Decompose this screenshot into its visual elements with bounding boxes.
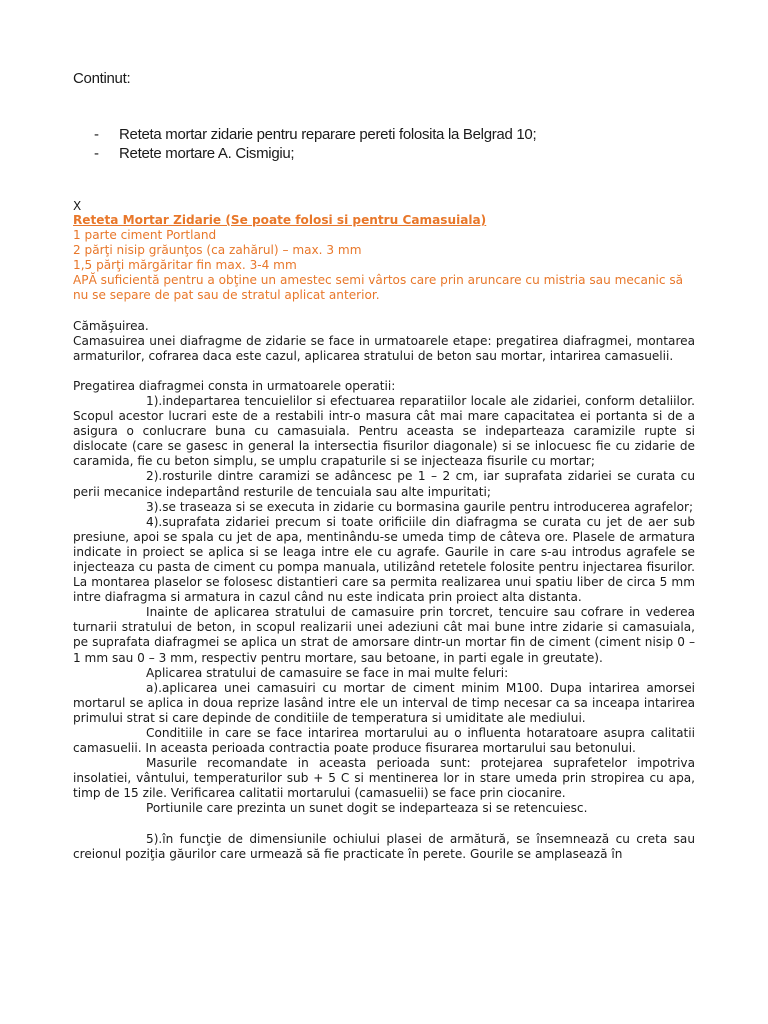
recipe-line: 2 părţi nisip grăunţos (ca zahărul) – max. 3 mm: [73, 243, 362, 258]
paragraph: 1).indepartarea tencuielilor si efectuarea reparatiilor locale ale zidariei, conform detaliilor. Scopul acestor lucrari este de a restabili intr-o masura cât mai mare capacitatea ei portanta si de a asigura o conlucrare buna cu camasuiala. Pentru aceasta se indeparteaza caramizile rupte si dislocate (care se gasesc in general la intersectia fisurilor diagonale) si se inlocuesc fie cu zidarie de caramida, fie cu beton simplu, se umplu crapaturile si se injecteaza fisurile cu mortar;: [73, 393, 695, 469]
list-bullet: -: [94, 145, 99, 162]
recipe-line: 1,5 părţi mărgăritar fin max. 3-4 mm: [73, 258, 297, 273]
list-item: - Reteta mortar zidarie pentru reparare pereti folosita la Belgrad 10;: [94, 126, 537, 143]
paragraph: 3).se traseaza si se executa in zidarie cu bormasina gaurile pentru introducerea agrafelor;: [146, 499, 694, 514]
paragraph: Conditiile in care se face intarirea mortarului au o influenta hotaratoare asupra calitatii camasuelii. In aceasta perioada contractia poate produce fisurarea mortarului sau betonului.: [73, 726, 695, 756]
paragraph: 2).rosturile dintre caramizi se adâncesc pe 1 – 2 cm, iar suprafata zidariei se curata cu perii mecanice indepartând resturile de tencuiala sau alte impuritati;: [73, 469, 695, 499]
recipe-line: 1 parte ciment Portland: [73, 228, 217, 243]
paragraph: 4).suprafata zidariei precum si toate orificiile din diafragma se curata cu jet de aer sub presiune, apoi se spala cu jet de apa, mentinându-se umeda timp de câteva ore. Plasele de armatura indicate in proiect se aplica si se leaga intre ele cu agrafe. Gaurile in care s-au introdus agrafele se injecteaza cu pasta de ciment cu pompa manuala, utilizând retetele folosite pentru injectarea fisurilor. La montarea plaselor se folosesc distantieri care sa permita realizarea unui spatiu liber de circa 5 mm intre diafragma si armatura in cazul când nu este indicata prin proiect alta distanta.: [73, 514, 695, 605]
list-bullet: -: [94, 126, 99, 143]
paragraph: a).aplicarea unei camasuiri cu mortar de ciment minim M100. Dupa intarirea amorsei mortarul se aplica in doua reprize lasând intre ele un interval de timp necesar ca sa inceapa intarirea primului strat si care depinde de conditiile de temperatura si umiditate ale mediului.: [73, 680, 695, 725]
section-title: Cămăşuirea.: [73, 318, 149, 333]
recipe-heading-link[interactable]: Reteta Mortar Zidarie (Se poate folosi si pentru Camasuiala): [73, 213, 487, 227]
document-body: [73, 213, 695, 862]
paragraph: Portiunile care prezinta un sunet dogit se indeparteaza si se retencuiesc.: [146, 801, 588, 816]
paragraph: Masurile recomandate in aceasta perioada sunt: protejarea suprafetelor impotriva insolatiei, vântului, temperaturilor sub + 5 C si mentinerea lor in stare umeda prin stropirea cu apa, timp de 15 zile. Verificarea calitatii mortarului (camasuelii) se face prin ciocanire.: [73, 756, 695, 801]
paragraph: Inainte de aplicarea stratului de camasuire prin torcret, tencuire sau cofrare in vederea turnarii stratului de beton, in scopul realizarii unei adeziuni cât mai bune intre zidarie si camasuiala, pe suprafata diafragmei se aplica un strat de amorsare dintr-un mortar fin de ciment (ciment nisip 0 – 1 mm sau 0 – 3 mm, respectiv pentru mortare, sau betoane, in parti egale in greutate).: [73, 605, 695, 665]
section-intro: Camasuirea unei diafragme de zidarie se face in urmatoarele etape: pregatirea diafragmei, montarea armaturilor, cofrarea daca este cazul, aplicarea stratului de beton sau mortar, intarirea camasuelii.: [73, 333, 695, 363]
section-marker: X: [73, 199, 82, 213]
paragraph: Aplicarea stratului de camasuire se face in mai multe feluri:: [146, 665, 509, 680]
list-item: - Retete mortare A. Cismigiu;: [94, 145, 295, 162]
prep-title: Pregatirea diafragmei consta in urmatoarele operatii:: [73, 378, 396, 393]
paragraph-last: 5).în funcţie de dimensiunile ochiului plasei de armătură, se însemnează cu creta sau creionul poziţia găurilor care urmează să fie practicate în perete. Gourile se amplasează în: [73, 831, 695, 861]
recipe-line: APĂ suficientă pentru a obţine un amestec semi vârtos care prin aruncare cu mistria sau mecanic să nu se separe de pat sau de stratul aplicat anterior.: [73, 273, 684, 303]
contents-title: Continut:: [73, 70, 131, 87]
contents-list: [94, 125, 536, 163]
